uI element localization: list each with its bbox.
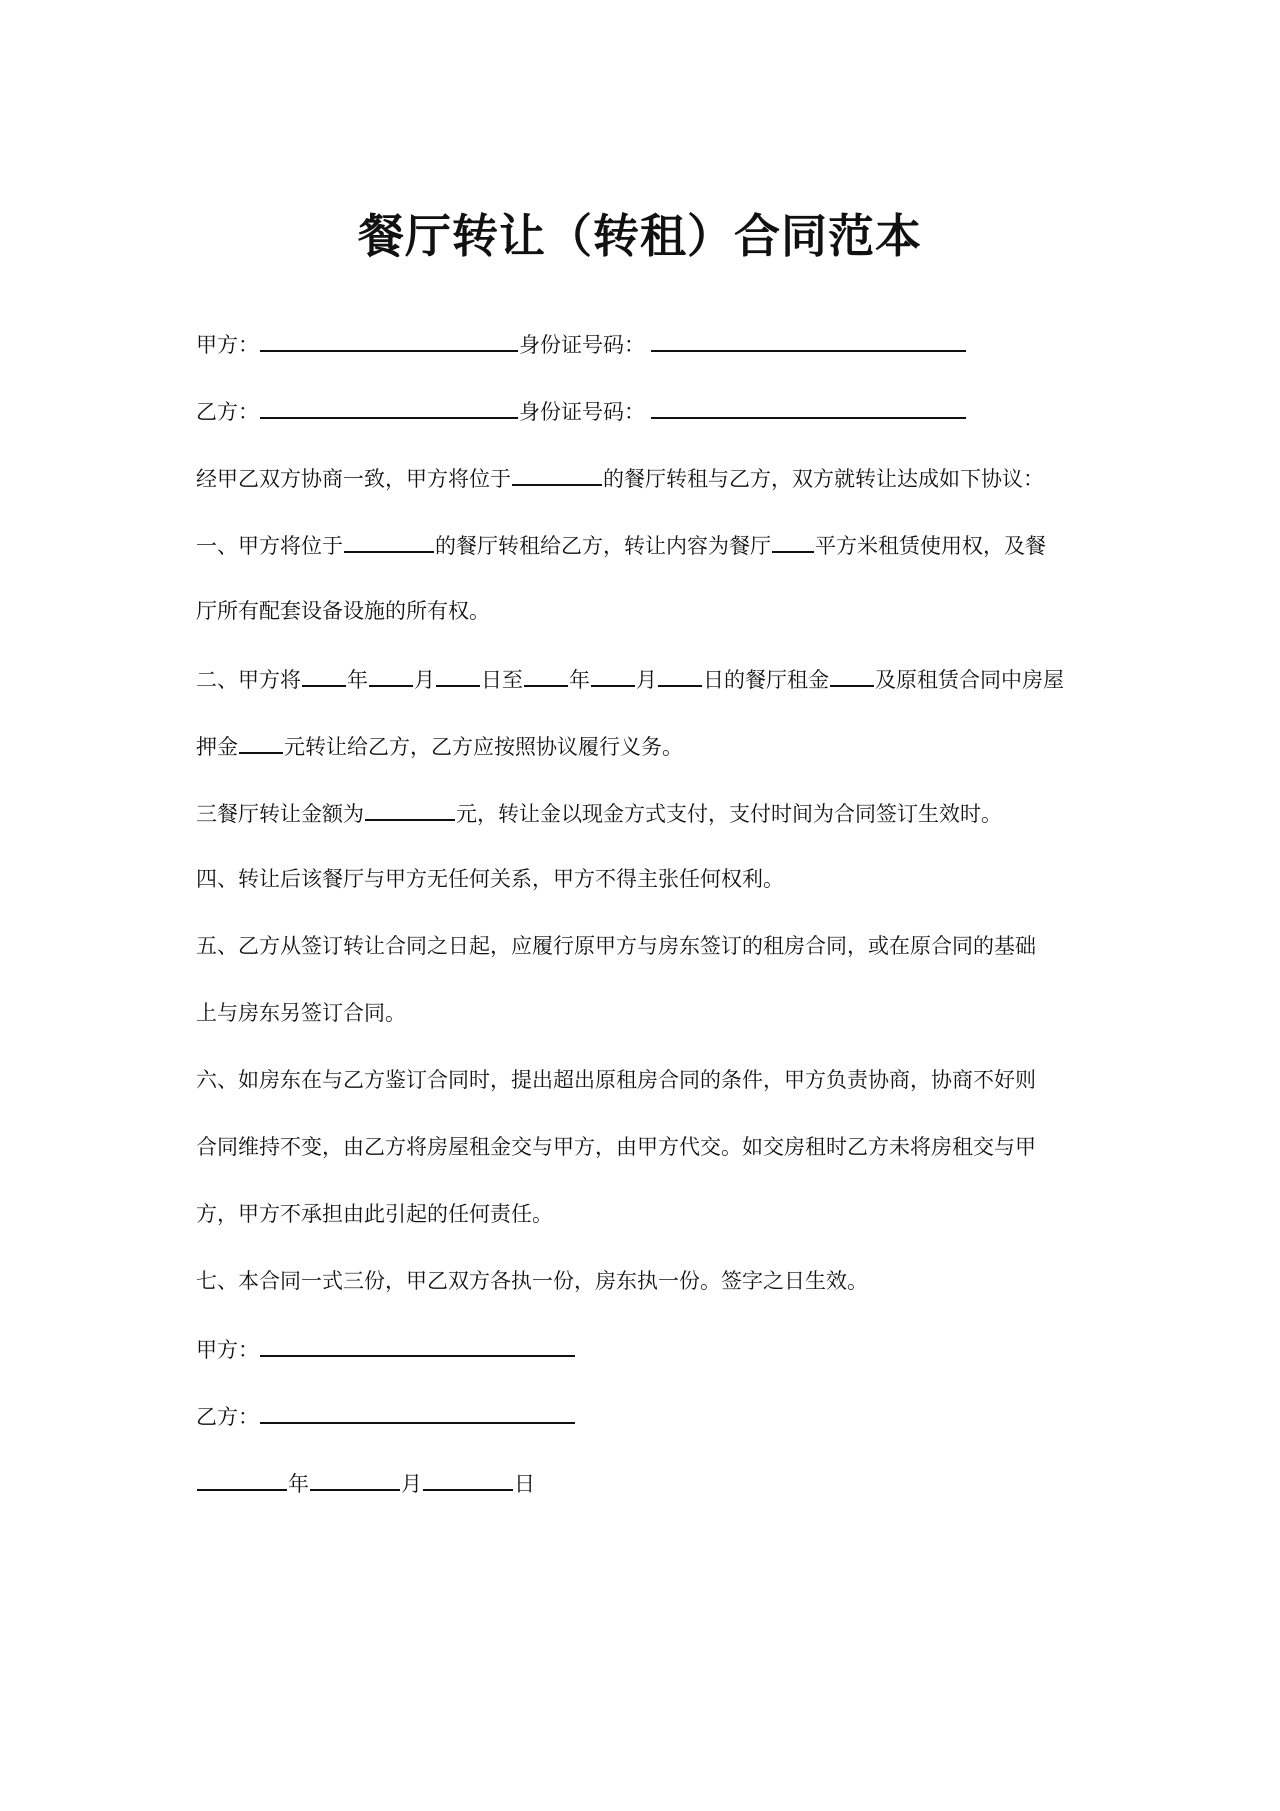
party-a-label: 甲方：	[196, 333, 259, 357]
clause-1-location-blank[interactable]	[344, 529, 434, 553]
clause-2-line-1	[196, 663, 1084, 695]
clause-1-line-1	[196, 529, 1084, 561]
party-b-name-blank[interactable]	[260, 395, 518, 419]
sign-year-label: 年	[288, 1472, 309, 1496]
party-a-name-blank[interactable]	[260, 328, 518, 352]
party-b-id-label: 身份证号码：	[519, 400, 645, 424]
start-year-label: 年	[347, 668, 368, 692]
clause-2-text-line2: 元转让给乙方，乙方应按照协议履行义务。	[284, 735, 683, 759]
signature-party-b	[196, 1400, 1084, 1432]
signature-party-a	[196, 1333, 1084, 1365]
clause-6-line-1: 六、如房东在与乙方鉴订合同时，提出超出原租房合同的条件，甲方负责协商，协商不好则	[196, 1068, 1036, 1092]
intro-text-2: 的餐厅转租与乙方，双方就转让达成如下协议：	[603, 467, 1044, 491]
party-b-id-blank[interactable]	[651, 395, 966, 419]
intro-paragraph	[196, 462, 1084, 494]
rent-blank[interactable]	[830, 663, 874, 687]
deposit-label: 押金	[196, 735, 238, 759]
end-month-blank[interactable]	[591, 663, 635, 687]
document-title: 餐厅转让（转租）合同范本	[358, 209, 922, 263]
clause-5-line-2: 上与房东另签订合同。	[196, 1001, 406, 1025]
start-month-blank[interactable]	[369, 663, 413, 687]
end-year-blank[interactable]	[524, 663, 568, 687]
start-month-label: 月	[414, 668, 435, 692]
clause-1-line-2: 厅所有配套设备设施的所有权。	[196, 599, 490, 623]
signature-party-a-label: 甲方：	[196, 1338, 259, 1362]
start-year-blank[interactable]	[302, 663, 346, 687]
clause-1-text-2: 的餐厅转租给乙方，转让内容为餐厅	[435, 534, 771, 558]
sign-day-label: 日	[514, 1472, 535, 1496]
end-day-label: 日的餐厅租金	[703, 668, 829, 692]
sign-month-label: 月	[401, 1472, 422, 1496]
signature-date	[196, 1467, 1084, 1499]
signature-party-b-label: 乙方：	[196, 1405, 259, 1429]
clause-6-line-3: 方，甲方不承担由此引起的任何责任。	[196, 1202, 553, 1226]
clause-1-text-1: 一、甲方将位于	[196, 534, 343, 558]
clause-4-line: 四、转让后该餐厅与甲方无任何关系，甲方不得主张任何权利。	[196, 867, 784, 891]
clause-5-line-1: 五、乙方从签订转让合同之日起，应履行原甲方与房东签订的租房合同，或在原合同的基础	[196, 934, 1036, 958]
area-blank[interactable]	[772, 529, 814, 553]
clause-1-text-3: 平方米租赁使用权，及餐	[815, 534, 1046, 558]
intro-text-1: 经甲乙双方协商一致，甲方将位于	[196, 467, 511, 491]
clause-6-line-2: 合同维持不变，由乙方将房屋租金交与甲方，由甲方代交。如交房租时乙方未将房租交与甲	[196, 1135, 1036, 1159]
clause-2-text-1: 二、甲方将	[196, 668, 301, 692]
clause-7-line: 七、本合同一式三份，甲乙双方各执一份，房东执一份。签字之日生效。	[196, 1269, 868, 1293]
signature-party-b-blank[interactable]	[260, 1400, 575, 1424]
clause-2-text-end: 及原租赁合同中房屋	[875, 668, 1064, 692]
deposit-blank[interactable]	[239, 730, 283, 754]
sign-month-blank[interactable]	[310, 1467, 400, 1491]
sign-day-blank[interactable]	[423, 1467, 513, 1491]
party-b-label: 乙方：	[196, 400, 259, 424]
party-b-line	[196, 395, 1084, 427]
clause-2-line-2	[196, 730, 1084, 762]
clause-3-text-2: 元，转让金以现金方式支付，支付时间为合同签订生效时。	[456, 802, 1002, 826]
end-day-blank[interactable]	[658, 663, 702, 687]
sign-year-blank[interactable]	[197, 1467, 287, 1491]
location-blank[interactable]	[512, 462, 602, 486]
start-day-blank[interactable]	[436, 663, 480, 687]
signature-party-a-blank[interactable]	[260, 1333, 575, 1357]
transfer-amount-blank[interactable]	[365, 797, 455, 821]
party-a-id-blank[interactable]	[651, 328, 966, 352]
clause-3-text-1: 三餐厅转让金额为	[196, 802, 364, 826]
party-a-line	[196, 328, 1084, 360]
clause-3-line	[196, 797, 1084, 829]
start-day-label: 日至	[481, 668, 523, 692]
end-month-label: 月	[636, 668, 657, 692]
party-a-id-label: 身份证号码：	[519, 333, 645, 357]
end-year-label: 年	[569, 668, 590, 692]
